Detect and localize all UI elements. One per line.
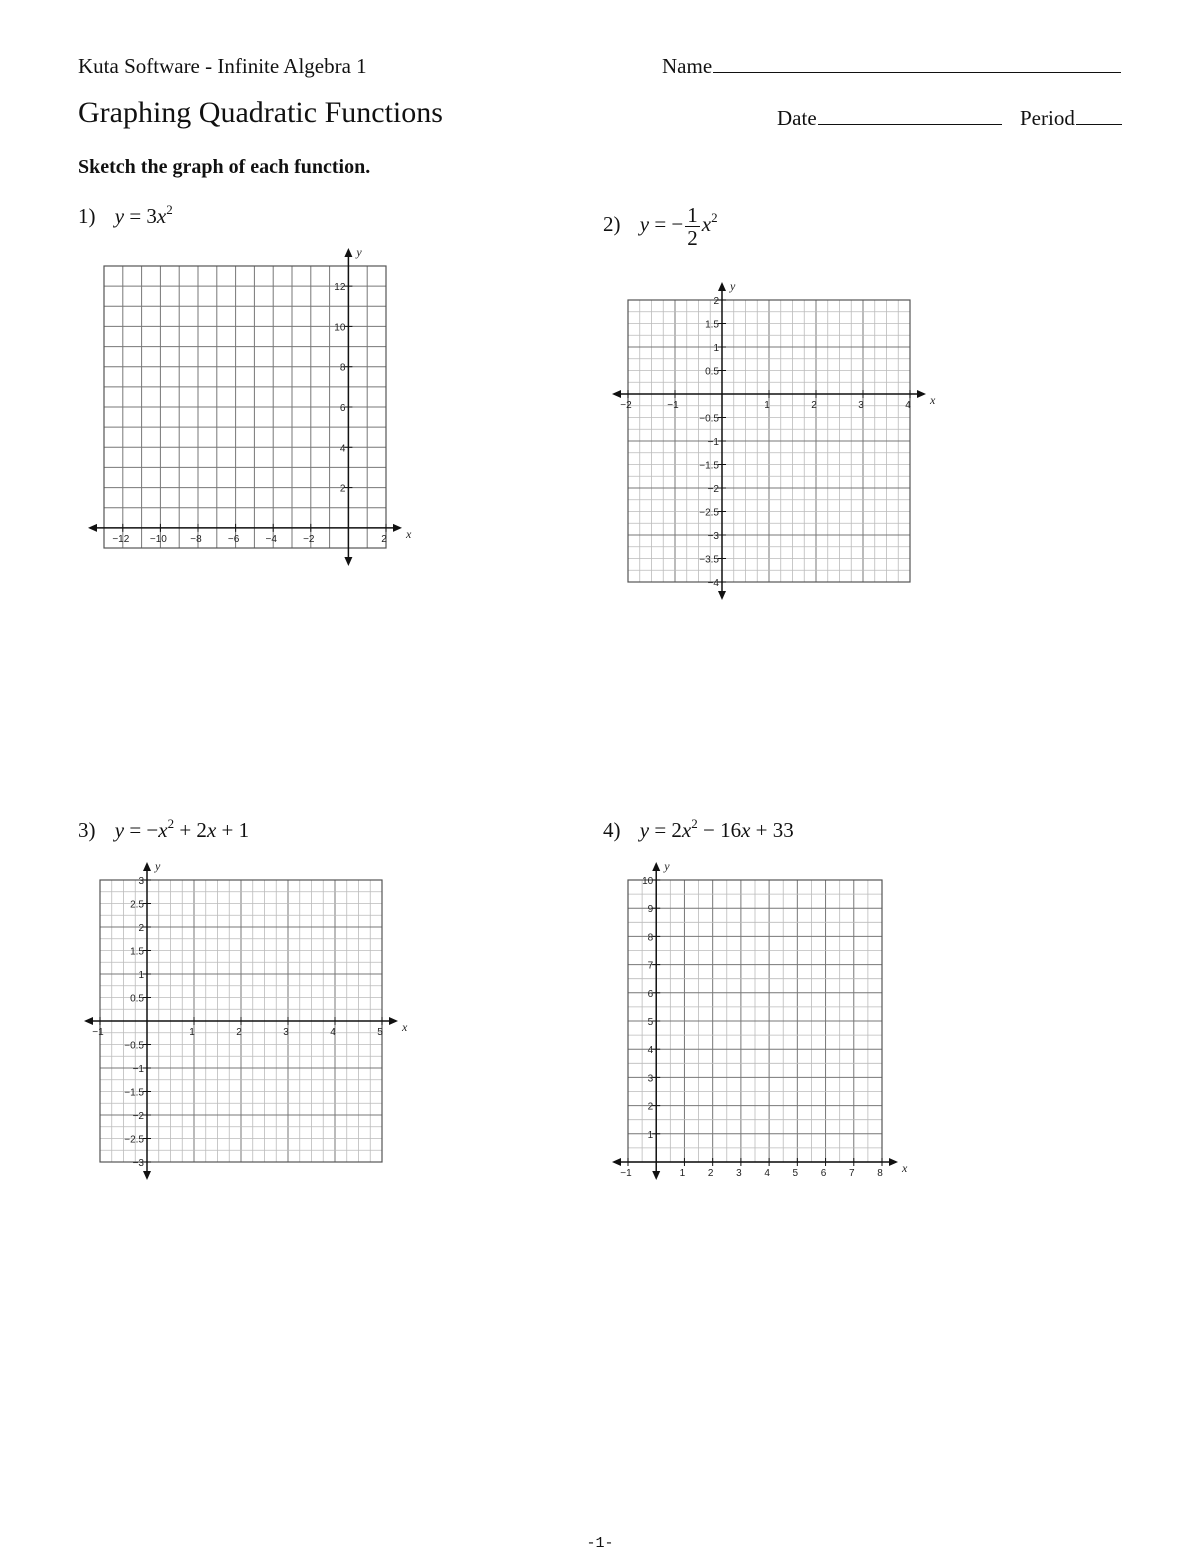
name-blank-line xyxy=(713,71,1121,73)
y-tick-label: 5 xyxy=(647,1017,654,1028)
y-tick-label: −4 xyxy=(707,578,719,589)
y-tick-label: −2.5 xyxy=(699,507,719,519)
x-axis-arrow-right xyxy=(393,524,402,532)
x-axis-arrow-left xyxy=(88,524,97,532)
y-tick-label: 10 xyxy=(642,876,654,887)
y-tick-label: 0.5 xyxy=(130,993,144,1005)
x-tick-label: −4 xyxy=(265,533,277,545)
problem-equation: $y = 3x^2$ xyxy=(114,202,173,228)
x-tick-label: −12 xyxy=(112,533,130,545)
x-tick-label: −1 xyxy=(620,1168,632,1179)
y-tick-label: −3.5 xyxy=(699,554,719,566)
x-tick-label: 3 xyxy=(736,1168,742,1179)
date-label: Date xyxy=(777,106,817,130)
y-axis-arrow-down xyxy=(344,557,352,566)
y-tick-label: −1.5 xyxy=(699,460,719,472)
graph-grid-3[interactable] xyxy=(80,858,410,1184)
problem-4 xyxy=(603,818,794,843)
y-tick-label: 2.5 xyxy=(130,899,144,911)
x-axis-arrow-right xyxy=(917,390,926,398)
x-tick-label: −8 xyxy=(190,533,202,545)
x-axis-arrow-left xyxy=(612,1158,621,1166)
x-tick-label: 7 xyxy=(848,1168,855,1179)
date-blank-line xyxy=(818,123,1002,125)
y-axis-arrow-up xyxy=(344,248,352,257)
x-tick-label: −1 xyxy=(667,400,679,411)
x-tick-label: 1 xyxy=(189,1027,195,1038)
x-axis-arrow-left xyxy=(84,1017,93,1025)
y-tick-label: −3 xyxy=(707,531,719,542)
y-tick-label: −0.5 xyxy=(124,1040,144,1052)
problem-equation: $y = 2x^2 - 16x + 33$ xyxy=(639,816,794,842)
problem-3 xyxy=(78,818,249,843)
period-blank-line xyxy=(1076,123,1122,125)
x-axis-label: x xyxy=(406,526,412,541)
x-tick-label: 2 xyxy=(811,400,817,411)
problem-number: 3) xyxy=(78,818,96,842)
x-tick-label: 3 xyxy=(858,400,864,411)
graph-grid-2[interactable] xyxy=(608,280,938,606)
x-tick-label: −6 xyxy=(227,533,240,545)
x-axis-arrow-right xyxy=(889,1158,898,1166)
y-tick-label: −1 xyxy=(132,1064,144,1075)
x-tick-label: 4 xyxy=(905,400,911,411)
x-tick-label: 4 xyxy=(764,1168,770,1179)
y-tick-label: 1.5 xyxy=(705,319,719,331)
x-tick-label: −2 xyxy=(303,533,315,545)
period-field[interactable] xyxy=(1020,106,1122,131)
y-tick-label: 4 xyxy=(339,443,346,455)
x-tick-label: 1 xyxy=(764,400,770,411)
period-label: Period xyxy=(1020,106,1075,130)
y-tick-label: 2 xyxy=(138,923,144,934)
y-tick-label: 0.5 xyxy=(705,366,719,378)
x-tick-label: 5 xyxy=(377,1027,383,1038)
y-tick-label: −1 xyxy=(707,437,719,448)
y-tick-label: 1 xyxy=(713,343,719,354)
y-tick-label: 3 xyxy=(647,1073,654,1085)
problem-equation: $y = -x^2 + 2x + 1$ xyxy=(114,816,250,842)
x-tick-label: −10 xyxy=(149,533,167,545)
name-field[interactable] xyxy=(662,54,1121,79)
x-tick-label: 4 xyxy=(330,1027,336,1038)
problem-1 xyxy=(78,204,173,229)
publisher-label: Kuta Software - Infinite Algebra 1 xyxy=(78,54,367,78)
y-tick-label: −2.5 xyxy=(124,1134,144,1146)
problem-number: 1) xyxy=(78,204,96,228)
y-axis-arrow-down xyxy=(718,591,726,600)
problem-equation: y = − $\frac{1}{2}$ $x^2$ xyxy=(639,203,718,250)
y-tick-label: 2 xyxy=(647,1101,654,1113)
y-tick-label: 1 xyxy=(138,970,144,981)
date-field[interactable] xyxy=(777,106,1002,131)
y-tick-label: −2 xyxy=(707,484,719,495)
y-axis-arrow-up xyxy=(718,282,726,291)
y-axis-arrow-down xyxy=(143,1171,151,1180)
page-number: -1- xyxy=(586,1535,614,1552)
x-tick-label: 5 xyxy=(792,1168,799,1179)
y-tick-label: 1.5 xyxy=(130,946,144,958)
y-axis-label: y xyxy=(664,859,670,873)
x-tick-label: 6 xyxy=(820,1168,827,1179)
y-tick-label: 1 xyxy=(647,1129,654,1141)
y-tick-label: 2 xyxy=(339,483,346,495)
y-tick-label: 2 xyxy=(713,296,719,307)
y-axis-arrow-up xyxy=(143,862,151,871)
name-label: Name xyxy=(662,54,713,78)
y-axis-arrow-up xyxy=(652,862,660,871)
y-tick-label: 12 xyxy=(334,282,346,294)
instructions: Sketch the graph of each function. xyxy=(78,156,371,178)
y-tick-label: 8 xyxy=(339,362,346,374)
y-tick-label: −3 xyxy=(132,1158,144,1169)
x-axis-label: x xyxy=(930,393,936,407)
x-tick-label: −1 xyxy=(92,1027,104,1038)
graph-grid-1[interactable] xyxy=(84,244,410,570)
y-tick-label: −0.5 xyxy=(699,413,719,425)
problem-2 xyxy=(603,204,718,249)
y-tick-label: 6 xyxy=(647,988,654,1000)
x-axis-label: x xyxy=(402,1020,408,1034)
problem-number: 4) xyxy=(603,818,621,842)
x-tick-label: 3 xyxy=(283,1027,289,1038)
y-tick-label: 3 xyxy=(138,876,144,887)
y-tick-label: 7 xyxy=(647,960,654,972)
y-tick-label: 6 xyxy=(339,403,346,414)
y-tick-label: −2 xyxy=(132,1111,144,1122)
x-axis-label: x xyxy=(902,1161,908,1175)
y-axis-label: y xyxy=(356,245,362,259)
x-axis-arrow-left xyxy=(612,390,621,398)
page-title: Graphing Quadratic Functions xyxy=(78,96,443,129)
x-tick-label: 2 xyxy=(707,1168,714,1179)
x-tick-label: 1 xyxy=(679,1168,686,1179)
y-axis-label: y xyxy=(730,279,736,293)
x-tick-label: 2 xyxy=(381,533,387,545)
y-tick-label: 4 xyxy=(647,1045,654,1057)
y-tick-label: 9 xyxy=(647,904,654,916)
y-axis-arrow-down xyxy=(652,1171,660,1180)
y-tick-label: −1.5 xyxy=(124,1087,144,1099)
y-tick-label: 8 xyxy=(647,932,654,944)
y-axis-label: y xyxy=(155,859,161,873)
problem-number: 2) xyxy=(603,212,621,237)
x-tick-label: 8 xyxy=(877,1168,883,1179)
graph-grid-4[interactable] xyxy=(606,858,906,1184)
x-axis-arrow-right xyxy=(389,1017,398,1025)
y-tick-label: 10 xyxy=(334,322,346,334)
x-tick-label: 2 xyxy=(236,1027,242,1038)
x-tick-label: −2 xyxy=(620,400,632,411)
